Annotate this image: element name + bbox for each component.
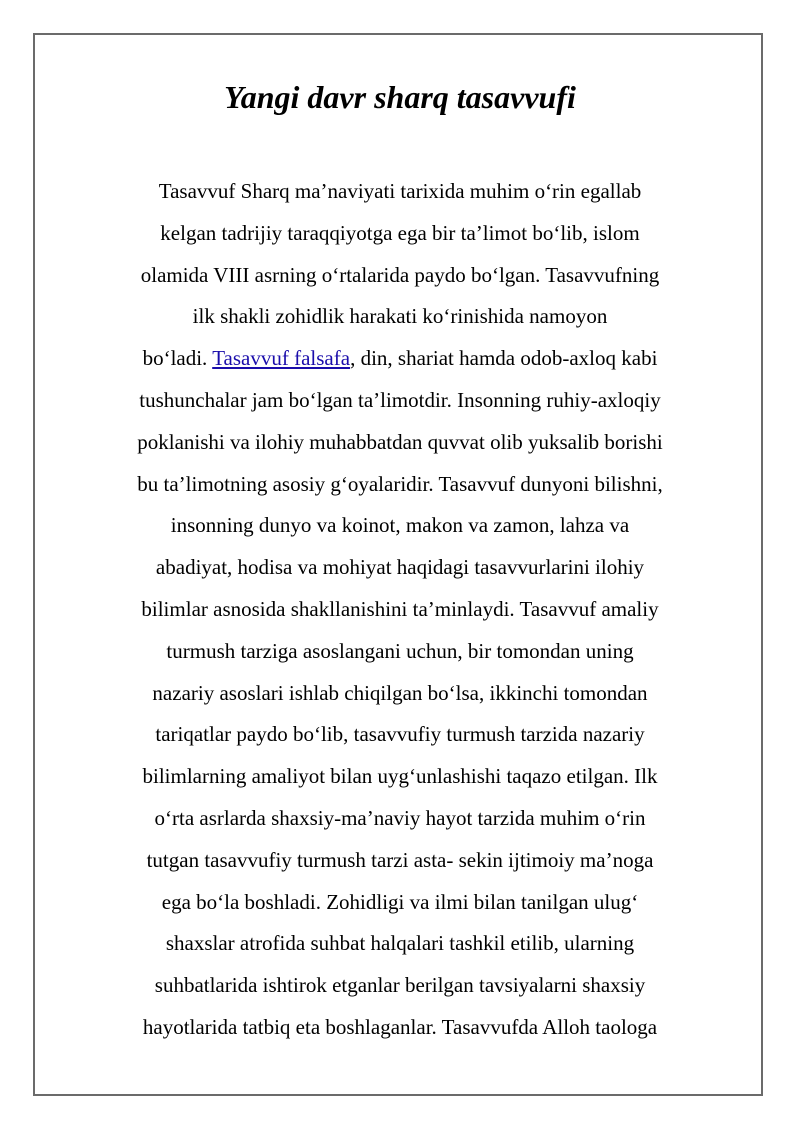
body-line: tushunchalar jam bo‘lgan ta’limotdir. Insonning ruhiy-axloqiy — [139, 387, 661, 412]
body-line: bu ta’limotning asosiy g‘oyalaridir. Tasavvuf dunyoni bilishni, — [137, 471, 663, 496]
document-body — [90, 171, 710, 1049]
body-line: bilimlar asnosida shakllanishini ta’minlaydi. Tasavvuf amaliy — [141, 596, 659, 621]
body-line: tariqatlar paydo bo‘lib, tasavvufiy turmush tarzida nazariy — [155, 722, 645, 747]
body-line: Tasavvuf Sharq ma’naviyati tarixida muhim o‘rin egallab — [158, 179, 642, 203]
body-line: suhbatlarida ishtirok etganlar berilgan tavsiyalarni shaxsiy — [154, 973, 646, 998]
body-line: bilimlarning amaliyot bilan uyg‘unlashishi taqazo etilgan. Ilk — [142, 764, 658, 789]
document-title: Yangi davr sharq tasavvufi — [224, 79, 576, 115]
tasavvuf-falsafa-link[interactable]: Tasavvuf falsafa — [212, 346, 351, 371]
body-line: turmush tarziga asoslangani uchun, bir tomondan uning — [166, 638, 634, 663]
body-line: olamida VIII asrning o‘rtalarida paydo bo‘lgan. Tasavvufning — [140, 262, 660, 287]
body-line: hayotlarida tatbiq eta boshlaganlar. Tasavvufda Alloh taologa — [142, 1014, 658, 1039]
link-line-after: , din, shariat hamda odob-axloq kabi — [350, 346, 658, 371]
body-line: tutgan tasavvufiy turmush tarzi asta- sekin ijtimoiy ma’noga — [146, 847, 654, 872]
body-line: kelgan tadrijiy taraqqiyotga ega bir ta’limot bo‘lib, islom — [160, 220, 640, 245]
body-line: abadiyat, hodisa va mohiyat haqidagi tasavvurlarini ilohiy — [155, 555, 645, 580]
body-line: nazariy asoslari ishlab chiqilgan bo‘lsa, ikkinchi tomondan — [152, 680, 648, 705]
body-line: ilk shakli zohidlik harakati ko‘rinishida namoyon — [192, 304, 608, 329]
body-line: shaxslar atrofida suhbat halqalari tashkil etilib, ularning — [165, 931, 635, 956]
link-line-before: bo‘ladi. — [142, 346, 213, 371]
body-line: ega bo‘la boshladi. Zohidligi va ilmi bilan tanilgan ulug‘ — [161, 889, 639, 914]
body-line: o‘rta asrlarda shaxsiy-ma’naviy hayot tarzida muhim o‘rin — [154, 805, 646, 830]
body-line-with-link — [90, 338, 710, 380]
body-line: poklanishi va ilohiy muhabbatdan quvvat olib yuksalib borishi — [137, 429, 663, 454]
body-line: insonning dunyo va koinot, makon va zamon, lahza va — [170, 513, 630, 538]
